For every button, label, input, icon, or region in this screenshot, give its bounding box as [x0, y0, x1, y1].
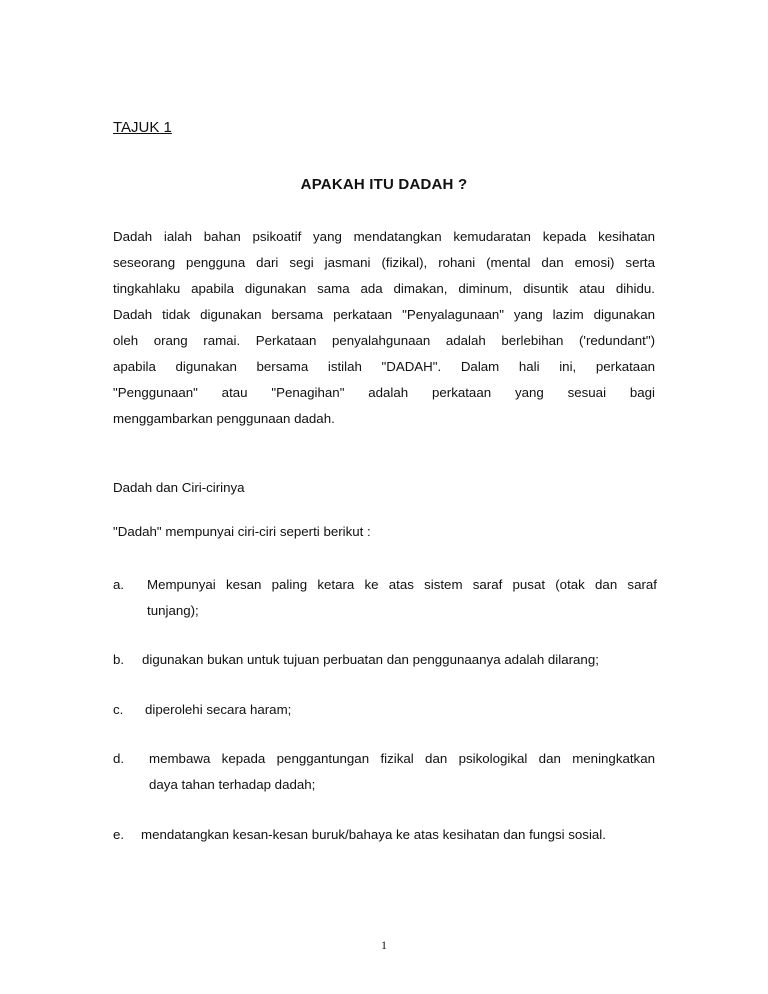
- list-marker: a.: [113, 577, 125, 592]
- list-marker: b.: [113, 652, 125, 667]
- paragraph-line: menggambarkan penggunaan dadah.: [113, 411, 335, 426]
- list-item-line: daya tahan terhadap dadah;: [149, 777, 316, 792]
- paragraph-line: tingkahlaku apabila digunakan sama ada dimakan, diminum, disuntik atau dihidu.: [113, 281, 655, 296]
- list-item-line: mendatangkan kesan-kesan buruk/bahaya ke atas kesihatan dan fungsi sosial.: [141, 827, 606, 842]
- paragraph-line: seseorang pengguna dari segi jasmani (fizikal), rohani (mental dan emosi) serta: [113, 255, 655, 270]
- paragraph-line: oleh orang ramai. Perkataan penyalahgunaan adalah berlebihan ('redundant"): [113, 333, 655, 348]
- list-item-line: tunjang);: [147, 603, 199, 618]
- list-intro: "Dadah" mempunyai ciri-ciri seperti berikut :: [113, 524, 371, 539]
- list-item-line: diperolehi secara haram;: [145, 702, 292, 717]
- page-title: APAKAH ITU DADAH ?: [300, 176, 468, 193]
- list-marker: e.: [113, 827, 125, 842]
- section-title: Dadah dan Ciri-cirinya: [113, 480, 245, 495]
- body-paragraph: [113, 224, 655, 432]
- list-marker: d.: [113, 751, 125, 766]
- paragraph-line: apabila digunakan bersama istilah "DADAH". Dalam hali ini, perkataan: [113, 359, 655, 374]
- paragraph-line: "Penggunaan" atau "Penagihan" adalah perkataan yang sesuai bagi: [113, 385, 655, 400]
- list-marker: c.: [113, 702, 124, 717]
- paragraph-line: Dadah tidak digunakan bersama perkataan "Penyalagunaan" yang lazim digunakan: [113, 307, 655, 322]
- chapter-heading: TAJUK 1: [113, 119, 172, 136]
- paragraph-line: Dadah ialah bahan psikoatif yang mendatangkan kemudaratan kepada kesihatan: [113, 229, 655, 244]
- page-number: 1: [381, 938, 387, 952]
- list-item-line: digunakan bukan untuk tujuan perbuatan dan penggunaanya adalah dilarang;: [142, 652, 599, 667]
- list-item-line: Mempunyai kesan paling ketara ke atas sistem saraf pusat (otak dan saraf: [147, 577, 657, 592]
- list-item-line: membawa kepada penggantungan fizikal dan psikologikal dan meningkatkan: [149, 751, 655, 766]
